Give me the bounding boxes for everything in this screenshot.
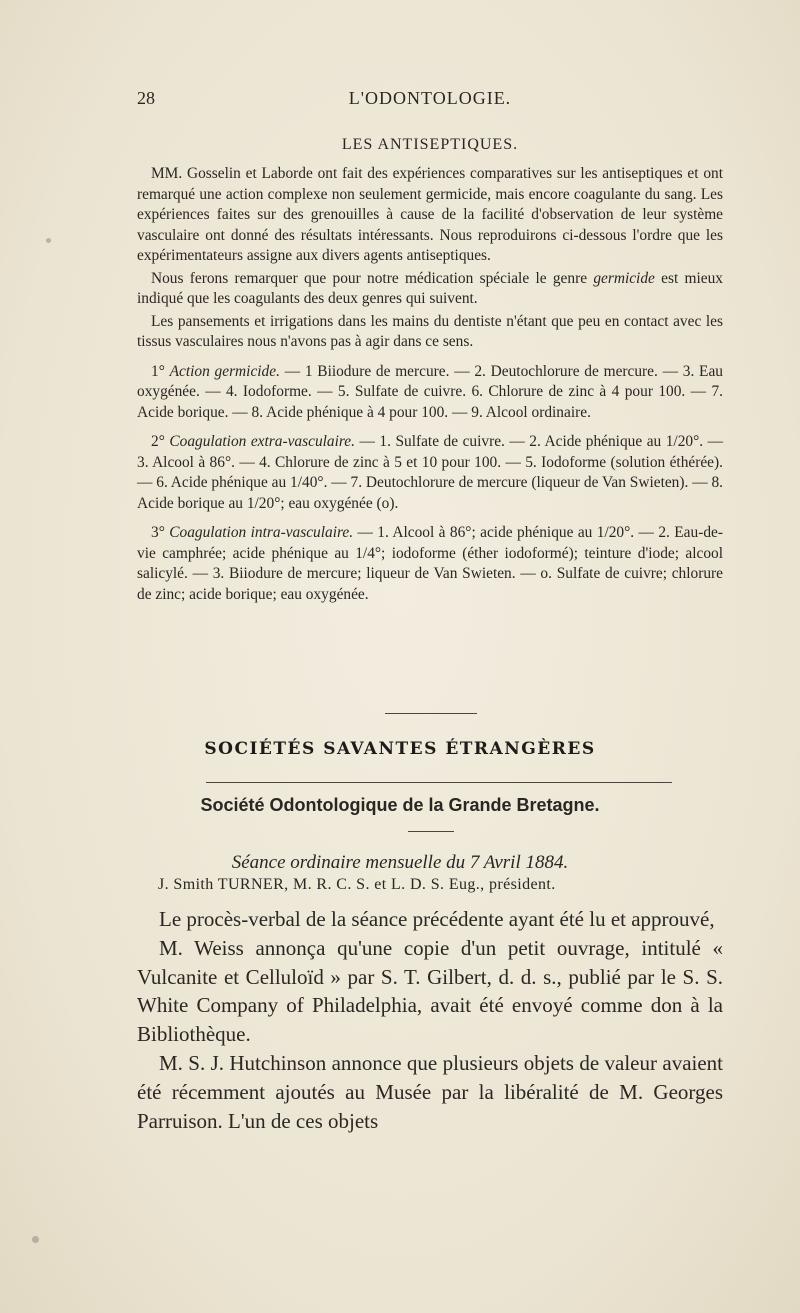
paragraph: Nous ferons remarquer que pour notre médication spéciale le genre germicide est mieux indiqué que les coagulants des deux genres qui suivent. — [137, 269, 723, 307]
paragraph: Le procès-verbal de la séance précédente ayant été lu et approuvé, — [159, 907, 715, 931]
paragraph: Les pansements et irrigations dans les mains du dentiste n'étant que peu en contact avec les tissus vasculaires nous n'avons pas à agir dans ce sens. — [137, 312, 723, 350]
running-title: L'ODONTOLOGIE. — [348, 88, 512, 108]
section-antiseptiques-body — [137, 164, 723, 607]
section-societes-body — [137, 905, 723, 1135]
list-item-intra-vasculaire: 3° Coagulation intra-vasculaire. — 1. Alcool à 86°; acide phénique au 1/20°. — 2. Eau-de-vie camphrée; acide phénique au 1/4°; iodoforme (éther iodoformé); teinture d'iode; alcool salicylé. — 3. Biiodure de mercure; liqueur de Van Swieten. — o. Sulfate de cuivre; chlorure de zinc; acide borique; eau oxygénée. — [137, 524, 723, 603]
paragraph: MM. Gosselin et Laborde ont fait des expériences comparatives sur les antiseptiques et ont remarqué une action complexe non seulement germicide, mais encore coagulante du sang. Les expériences faites sur des grenouilles à cause de la facilité d'observation de leur système vasculaire ont donné des résultats intéressants. Nous reproduirons ci-dessous l'ordre que les expérimentateurs assigne aux divers agents antiseptiques. — [137, 165, 723, 264]
emphasis-germicide: germicide — [593, 269, 655, 287]
session-date: Séance ordinaire mensuelle du 7 Avril 1884. — [231, 852, 569, 873]
list-item-extra-vasculaire: 2° Coagulation extra-vasculaire. — 1. Sulfate de cuivre. — 2. Acide phénique au 1/20°. — 3. Alcool à 86°. — 4. Chlorure de zinc à 5 et 10 pour 100. — 5. Iodoforme (solution éthérée). — 6. Acide phénique au 1/40°. — 7. Deutochlorure de mercure (liqueur de Van Swieten). — 8. Acide borique au 1/20°; eau oxygénée (o). — [137, 433, 723, 512]
section-title-societes: SOCIÉTÉS SAVANTES ÉTRANGÈRES — [204, 739, 596, 759]
paragraph: M. S. J. Hutchinson annonce que plusieurs objets de valeur avaient été récemment ajoutés au Musée par la libéralité de M. Georges Parruison. L'un de ces objets — [137, 1050, 723, 1133]
list-item-germicide: 1° Action germicide. — 1 Biiodure de mercure. — 2. Deutochlorure de mercure. — 3. Eau oxygénée. — 4. Iodoforme. — 5. Sulfate de cuivre. 6. Chlorure de zinc à 4 pour 100. — 7. Acide borique. — 8. Acide phénique à 4 pour 100. — 9. Alcool ordinaire. — [137, 362, 723, 421]
section-title-antiseptiques: LES ANTISEPTIQUES. — [341, 136, 519, 153]
page-header — [137, 88, 723, 112]
paper-speck — [32, 1236, 39, 1243]
paper-speck — [46, 238, 51, 243]
list-heading: Coagulation intra-vasculaire. — [169, 524, 354, 541]
society-name: Société Odontologique de la Grande Bretagne. — [200, 795, 600, 815]
paragraph: M. Weiss annonça qu'une copie d'un petit ouvrage, intitulé « Vulcanite et Celluloïd » par S. T. Gilbert, d. d. s., publié par le S. S. White Company of Philadelphia, avait été envoyé comme don à la Bibliothèque. — [137, 935, 723, 1047]
page-number: 28 — [137, 88, 155, 108]
list-heading: Action germicide. — [169, 362, 280, 380]
divider-rule — [408, 831, 454, 832]
divider-rule — [385, 713, 477, 714]
president-line: J. Smith TURNER, M. R. C. S. et L. D. S. Eug., président. — [158, 876, 556, 893]
divider-rule — [206, 782, 672, 783]
list-heading: Coagulation extra-vasculaire. — [169, 433, 355, 450]
